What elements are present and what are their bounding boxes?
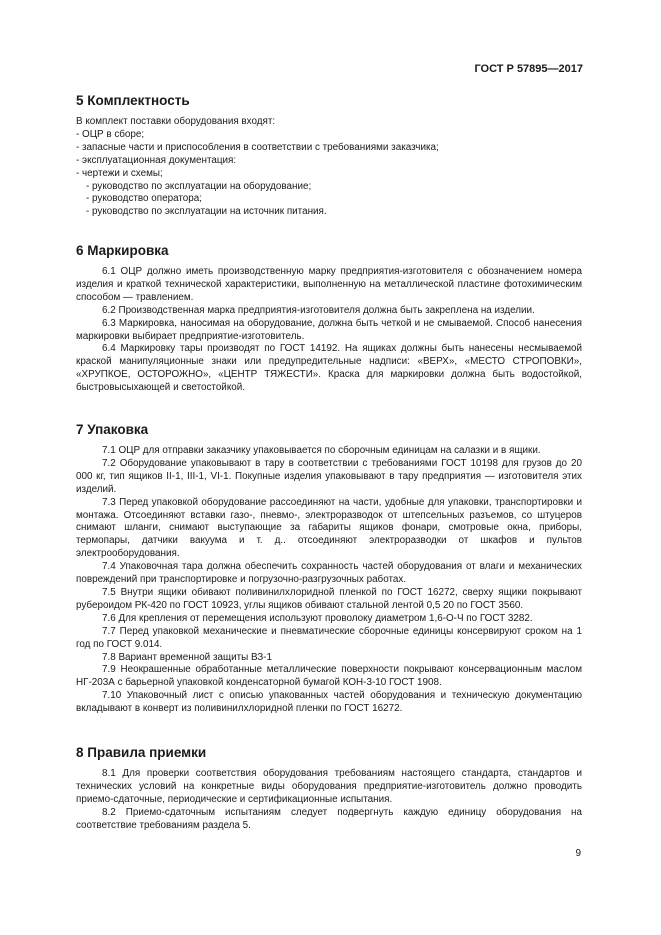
section-6-title: 6 Маркировка <box>76 243 169 258</box>
sub-list-item: - руководство по эксплуатации на источник питания. <box>86 206 327 218</box>
paragraph: 6.2 Производственная марка предприятия-изготовителя должна быть закреплена на изделии. <box>102 304 535 316</box>
paragraph: 6.4 Маркировку тары производят по ГОСТ 14192. На ящиках должны быть нанесены несмываемой краской манипуляционные знаки или предупредительные надписи: «ВЕРХ», «МЕСТО СТРОПОВКИ», «ХРУПКОЕ, ОСТОРОЖНО», «ЦЕНТР ТЯЖЕСТИ». Краска для маркировки должна быть водостойкой, быстровысыхающей и светостойкой. <box>76 343 582 394</box>
paragraph: 6.1 ОЦР должно иметь производственную марку предприятия-изготовителя с обозначением номера изделия и краткой технической характеристики, выполненную на металлической пластине фотохимическим способом — травлением. <box>76 266 582 303</box>
sub-list-item: - руководство по эксплуатации на оборудование; <box>86 180 312 192</box>
page-number: 9 <box>575 848 581 859</box>
paragraph: 7.3 Перед упаковкой оборудование рассоединяют на части, удобные для упаковки, транспортировки и монтажа. Отсоединяют вставки газо-, пневмо-, электроразводок от штепсельных разъемов, со штуцеров снимают шланги, снимают выступающие за габариты ящиков фонари, смотровые окна, приборы, термопары, датчики вакуума и т. д.. отсоединяют электроразводки от шкафов и пультов электрооборудования. <box>76 496 582 560</box>
paragraph: 8.2 Приемо-сдаточным испытаниям следует подвергнуть каждую единицу оборудования на соответствие требованиям раздела 5. <box>76 806 582 831</box>
paragraph: 7.5 Внутри ящики обивают поливинилхлоридной пленкой по ГОСТ 16272, сверху ящики покрывают рубероидом РК-420 по ГОСТ 10923, углы ящиков обивают стальной лентой 0,5 20 по ГОСТ 3560. <box>76 586 582 611</box>
section-7-title: 7 Упаковка <box>76 422 149 437</box>
sub-list-item: - руководство оператора; <box>86 193 203 205</box>
list-item: - запасные части и приспособления в соответствии с требованиями заказчика; <box>76 141 439 153</box>
list-item: - чертежи и схемы; <box>76 167 163 179</box>
section-8-title: 8 Правила приемки <box>76 745 207 760</box>
section-6 <box>76 243 582 395</box>
paragraph: 7.6 Для крепления от перемещения используют проволоку диаметром 1,6-О-Ч по ГОСТ 3282. <box>102 612 533 624</box>
paragraph: 7.2 Оборудование упаковывают в тару в соответствии с требованиями ГОСТ 10198 для грузов до 20 000 кг, тип ящиков II-1, III-1, VI-1. Покупные изделия упаковывают в тару предприятия — изготовителя этих изделий. <box>76 457 582 495</box>
paragraph: 6.3 Маркировка, наносимая на оборудование, должна быть четкой и не смываемой. Способ нанесения маркировки выбирает предприятие-изготовитель. <box>76 317 582 342</box>
paragraph: 8.1 Для проверки соответствия оборудования требованиям настоящего стандарта, стандартов и технических условий на конкретные виды оборудования предприятие-изготовитель должно проводить приемо-сдаточные, периодические и сертификационные испытания. <box>76 768 582 805</box>
paragraph: 7.10 Упаковочный лист с описью упакованных частей оборудования и техническую документацию вкладывают в конверт из поливинилхлоридной пленки по ГОСТ 16272. <box>76 690 582 715</box>
list-item: - эксплуатационная документация: <box>76 154 237 166</box>
paragraph: 7.7 Перед упаковкой механические и пневматические сборочные единицы консервируют сроком на 1 год по ГОСТ 9.014. <box>76 625 582 650</box>
section-5 <box>76 93 582 219</box>
section-5-title: 5 Комплектность <box>76 93 190 108</box>
paragraph: 7.4 Упаковочная тара должна обеспечить сохранность частей оборудования от влаги и механических повреждений при транспортировке и погрузочно-разгрузочных работах. <box>76 561 582 586</box>
section-8 <box>76 745 582 833</box>
section-5-intro: В комплект поставки оборудования входят: <box>76 116 276 127</box>
paragraph: 7.8 Вариант временной защиты ВЗ-1 <box>102 651 272 663</box>
list-item: - ОЦР в сборе; <box>76 128 145 140</box>
doc-code-header: ГОСТ Р 57895—2017 <box>474 63 583 75</box>
paragraph: 7.9 Неокрашенные обработанные металлические поверхности покрывают консервационным маслом НГ-203А с барьерной упаковкой конденсаторной бумагой КОН-3-10 ГОСТ 1908. <box>76 664 582 689</box>
section-7 <box>76 422 582 716</box>
paragraph: 7.1 ОЦР для отправки заказчику упаковывается по сборочным единицам на салазки и в ящики. <box>102 445 541 456</box>
